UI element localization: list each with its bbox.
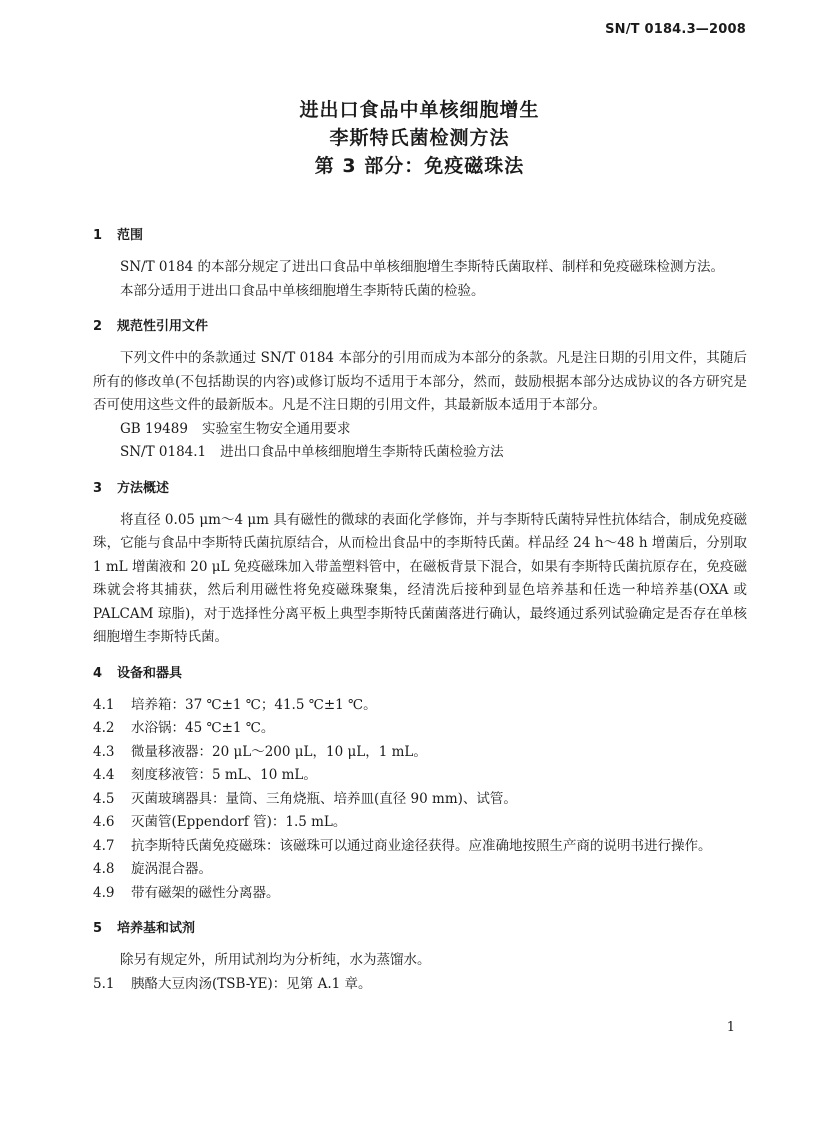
- item-text: 抗李斯特氏菌免疫磁珠：该磁珠可以通过商业途径获得。应准确地按照生产商的说明书进行操作。: [131, 837, 712, 854]
- section-number: 2: [93, 319, 103, 334]
- document-title: [0, 96, 839, 180]
- paragraph: 下列文件中的条款通过 SN/T 0184 本部分的引用而成为本部分的条款。凡是注日期的引用文件，其随后所有的修改单(不包括勘误的内容)或修订版均不适用于本部分，然而，鼓励根据本部分达成协议的各方研究是否可使用这些文件的最新版本。凡是不注日期的引用文件，其最新版本适用于本部分。: [93, 350, 747, 413]
- list-item: [93, 882, 747, 906]
- section-heading-method-overview: [93, 477, 747, 501]
- item-number: 4.3: [93, 743, 115, 760]
- standard-code: SN/T 0184.3—2008: [605, 22, 746, 37]
- reference-item: [93, 441, 747, 465]
- section-heading-normative-references: [93, 315, 747, 339]
- item-number: 4.5: [93, 790, 115, 807]
- item-text: 刻度移液管：5 mL、10 mL。: [131, 767, 317, 783]
- paragraph: 除另有规定外，所用试剂均为分析纯，水为蒸馏水。: [120, 952, 431, 968]
- section-heading-scope: [93, 224, 747, 248]
- paragraph: SN/T 0184 的本部分规定了进出口食品中单核细胞增生李斯特氏菌取样、制样和免疫磁珠检测方法。: [120, 259, 725, 275]
- list-item: [93, 788, 747, 812]
- list-item: [93, 741, 747, 765]
- section-number: 4: [93, 665, 103, 681]
- item-number: 5.1: [93, 975, 115, 992]
- section-number: 5: [93, 921, 103, 936]
- section-heading-media-reagents: [93, 917, 747, 941]
- list-item: [93, 694, 747, 718]
- item-number: 4.8: [93, 861, 115, 877]
- section-title: 规范性引用文件: [117, 319, 209, 334]
- reference-title: 进出口食品中单核细胞增生李斯特氏菌检验方法: [220, 444, 504, 460]
- item-number: 4.1: [93, 696, 115, 713]
- document-body: [93, 224, 747, 996]
- list-item: [93, 858, 747, 882]
- item-number: 4.4: [93, 767, 115, 783]
- item-text: 微量移液器：20 μL～200 μL，10 μL，1 mL。: [131, 743, 427, 760]
- section-heading-equipment: [93, 662, 747, 686]
- reference-title: 实验室生物安全通用要求: [201, 420, 351, 437]
- list-item: [93, 764, 747, 788]
- item-text: 培养箱：37 ℃±1 ℃；41.5 ℃±1 ℃。: [131, 696, 377, 713]
- item-text: 灭菌管(Eppendorf 管)：1.5 mL。: [131, 814, 347, 830]
- title-line-3: 第 3 部分：免疫磁珠法: [314, 155, 525, 177]
- list-item: [93, 835, 747, 859]
- section-title: 方法概述: [117, 480, 170, 496]
- item-number: 4.2: [93, 720, 115, 736]
- title-line-1: 进出口食品中单核细胞增生: [299, 99, 540, 121]
- reference-code: GB 19489: [120, 420, 188, 437]
- item-number: 4.6: [93, 814, 115, 830]
- title-line-2: 李斯特氏菌检测方法: [329, 127, 510, 149]
- section-title: 培养基和试剂: [117, 921, 196, 936]
- item-text: 灭菌玻璃器具：量筒、三角烧瓶、培养皿(直径 90 mm)、试管。: [131, 790, 517, 807]
- section-number: 1: [93, 228, 103, 243]
- page-number: 1: [726, 1020, 735, 1035]
- section-title: 设备和器具: [117, 665, 183, 681]
- item-text: 带有磁架的磁性分离器。: [131, 884, 280, 901]
- item-text: 水浴锅：45 ℃±1 ℃。: [131, 720, 275, 736]
- reference-item: [93, 418, 747, 442]
- item-text: 旋涡混合器。: [131, 861, 212, 877]
- section-number: 3: [93, 480, 103, 496]
- list-item: [93, 811, 747, 835]
- reference-code: SN/T 0184.1: [120, 444, 207, 460]
- paragraph: 本部分适用于进出口食品中单核细胞增生李斯特氏菌的检验。: [120, 282, 485, 299]
- item-number: 4.7: [93, 837, 115, 854]
- item-text: 胰酪大豆肉汤(TSB-YE)：见第 A.1 章。: [131, 975, 372, 992]
- section-title: 范围: [117, 228, 144, 243]
- paragraph: 将直径 0.05 μm～4 μm 具有磁性的微球的表面化学修饰，并与李斯特氏菌特异性抗体结合，制成免疫磁珠，它能与食品中李斯特氏菌抗原结合，从而检出食品中的李斯特氏菌。样品经 24 h～48 h 增菌后，分别取 1 mL 增菌液和 20 μL 免疫磁珠加入带盖塑料管中，在磁板背景下混合，如果有李斯特氏菌抗原存在，免疫磁珠就会将其捕获，然后利用磁性将免疫磁珠聚集，经清洗后接种到显色培养基和任选一种培养基(OXA 或 PALCAM 琼脂)，对于选择性分离平板上典型李斯特氏菌菌落进行确认，最终通过系列试验确定是否存在单核细胞增生李斯特氏菌。: [93, 511, 747, 645]
- item-number: 4.9: [93, 884, 115, 901]
- list-item: [93, 973, 747, 997]
- list-item: [93, 717, 747, 741]
